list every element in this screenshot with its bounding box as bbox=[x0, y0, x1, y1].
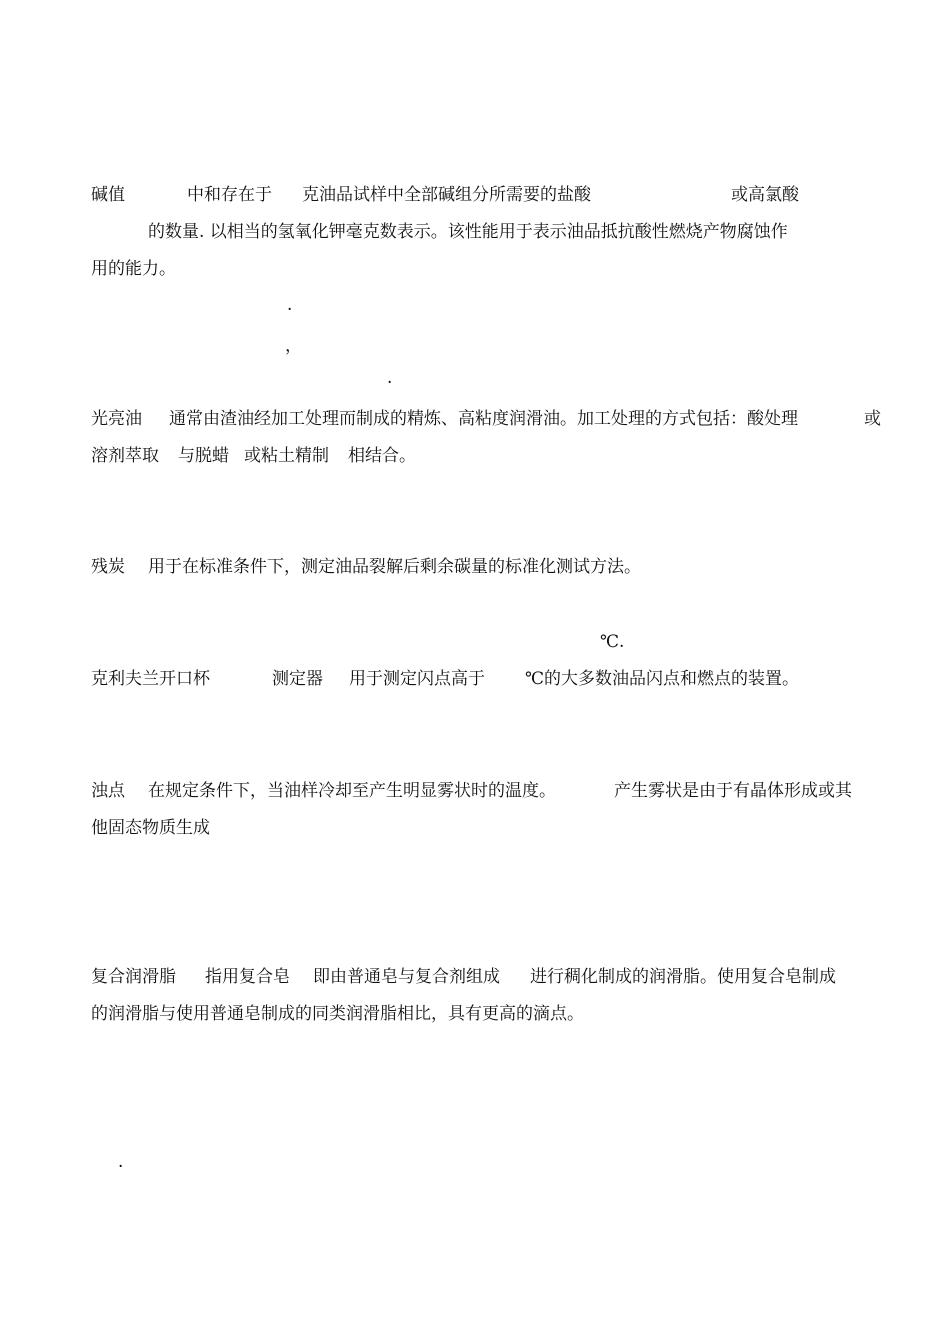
definition-text: 他固态物质生成 bbox=[91, 818, 210, 838]
term-cleveland-open-cup: 克利夫兰开口杯 bbox=[91, 669, 210, 689]
definition-text: 用于在标准条件下，测定油品裂解后剩余碳量的标准化测试方法。 bbox=[148, 557, 641, 577]
definition-text: 进行稠化制成的润滑脂。使用复合皂制成 bbox=[530, 967, 836, 987]
term-base-number: 碱值 bbox=[91, 185, 125, 205]
stray-comma: ， bbox=[285, 336, 302, 356]
definition-text: 通常由渣油经加工处理而制成的精炼、高粘度润滑油。加工处理的方式包括：酸处理 bbox=[169, 409, 798, 429]
definition-text: 相结合。 bbox=[348, 446, 416, 466]
stray-dot: · bbox=[287, 300, 293, 320]
definition-text: 用的能力。 bbox=[91, 259, 176, 279]
definition-text: 或 bbox=[864, 409, 881, 429]
definition-text: 指用复合皂 bbox=[205, 967, 290, 987]
definition-text: 用于测定闪点高于 bbox=[349, 669, 485, 689]
definition-text: 克油品试样中全部碱组分所需要的盐酸 bbox=[302, 185, 591, 205]
definition-text: 在规定条件下，当油样冷却至产生明显雾状时的温度。 bbox=[148, 781, 556, 801]
definition-text: 即由普通皂与复合剂组成 bbox=[313, 967, 500, 987]
definition-text: 或高氯酸 bbox=[731, 185, 799, 205]
term-complex-grease: 复合润滑脂 bbox=[91, 967, 176, 987]
term-cleveland-open-cup-suffix: 测定器 bbox=[272, 669, 323, 689]
term-carbon-residue: 残炭 bbox=[91, 557, 125, 577]
definition-text: 产生雾状是由于有晶体形成或其 bbox=[614, 781, 852, 801]
definition-text: 溶剂萃取 bbox=[91, 446, 159, 466]
stray-dot: · bbox=[387, 373, 393, 393]
definition-text: 中和存在于 bbox=[187, 185, 272, 205]
definition-text: ℃的大多数油品闪点和燃点的装置。 bbox=[525, 669, 800, 689]
definition-text: 的数量. 以相当的氢氧化钾毫克数表示。该性能用于表示油品抵抗酸性燃烧产物腐蚀作 bbox=[148, 222, 788, 242]
term-bright-stock: 光亮油 bbox=[91, 409, 142, 429]
definition-text: 或粘土精制 bbox=[244, 446, 329, 466]
term-cloud-point: 浊点 bbox=[91, 781, 125, 801]
definition-text: 的润滑脂与使用普通皂制成的同类润滑脂相比，具有更高的滴点。 bbox=[91, 1004, 584, 1024]
stray-dot: · bbox=[118, 1157, 124, 1177]
unit-note: ℃. bbox=[600, 632, 625, 652]
definition-text: 与脱蜡 bbox=[178, 446, 229, 466]
